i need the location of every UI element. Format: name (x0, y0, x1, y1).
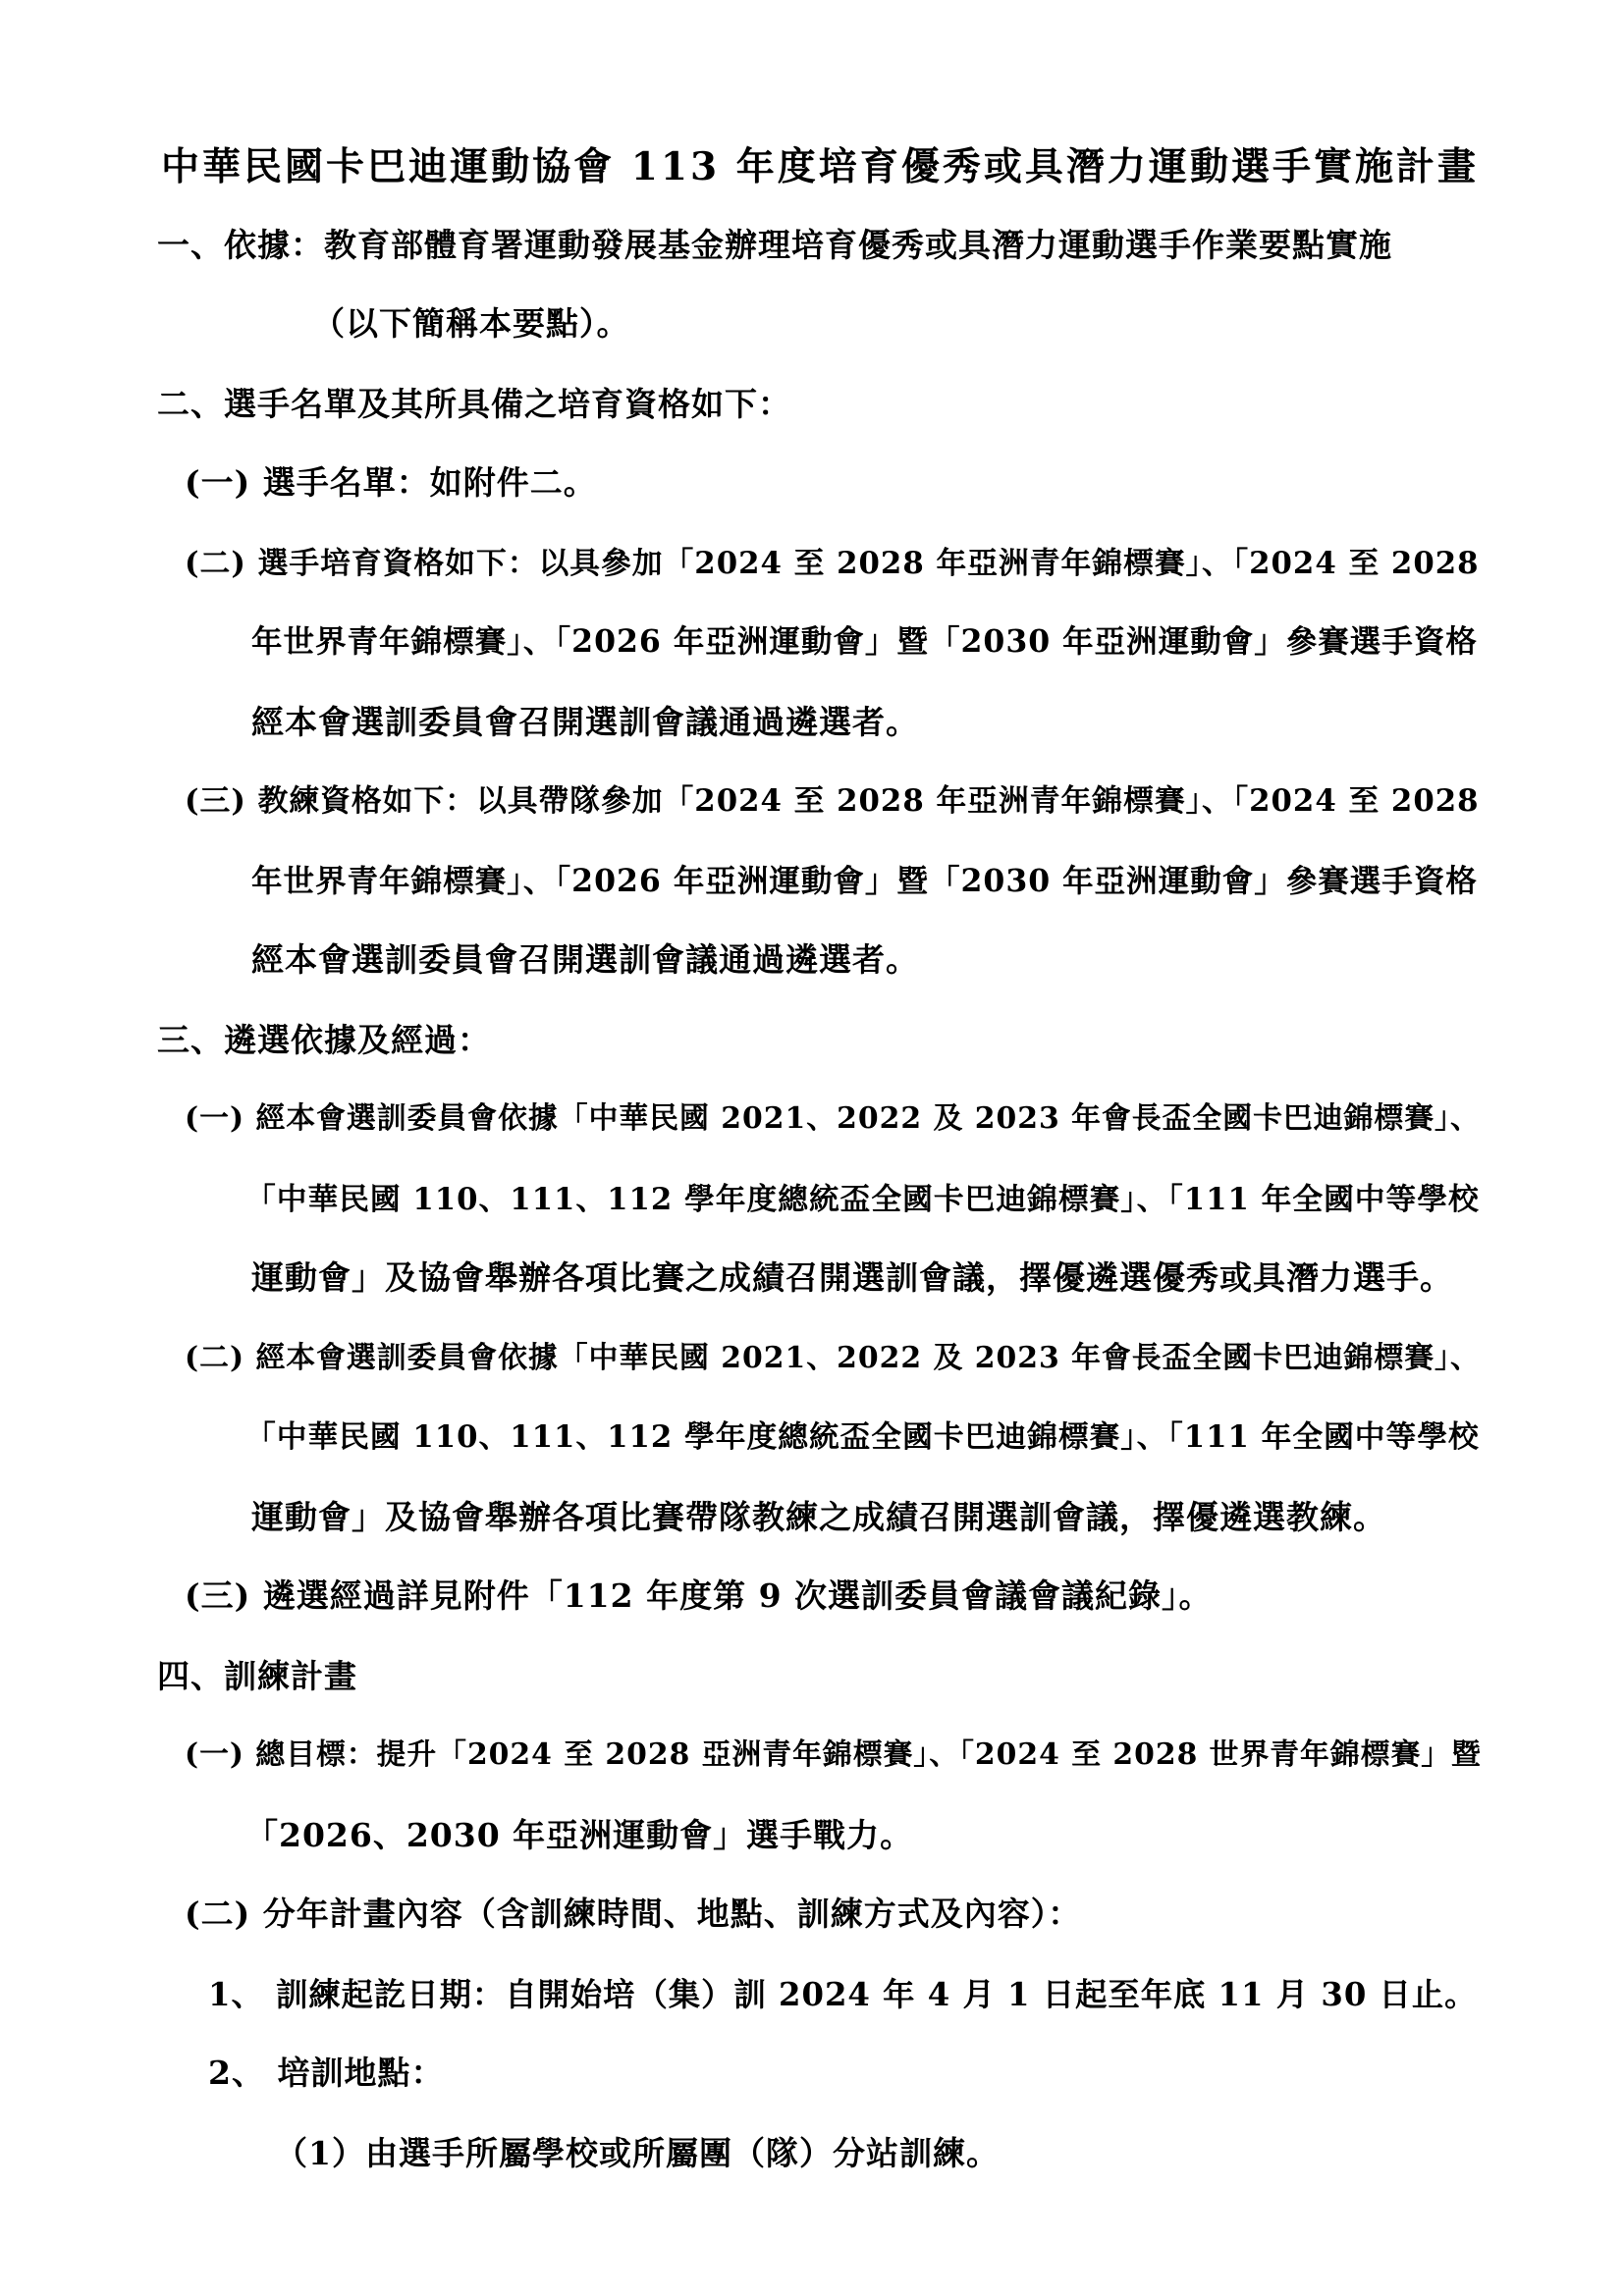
section-3-item-2-cont-1: 「中華民國 110、111、112 學年度總統盃全國卡巴迪錦標賽」、「111 年全國中等學校 (245, 1419, 1480, 1455)
section-2-item-1: (一) 選手名單：如附件二。 (185, 463, 597, 502)
section-3-item-1-cont-2: 運動會」及協會舉辦各項比賽之成績召開選訓會議，擇優遴選優秀或具潛力選手。 (251, 1258, 1453, 1297)
section-1-basis: 一、依據：教育部體育署運動發展基金辦理培育優秀或具潛力運動選手作業要點實施 (157, 226, 1392, 264)
section-2-heading: 二、選手名單及其所具備之培育資格如下： (157, 385, 791, 423)
section-3-heading: 三、遴選依據及經過： (157, 1021, 491, 1059)
section-4-subitem-2: 2、 培訓地點： (208, 2054, 445, 2092)
section-4-item-2: (二) 分年計畫內容（含訓練時間、地點、訓練方式及內容）： (185, 1895, 1082, 1933)
section-3-item-2: (二) 經本會選訓委員會依據「中華民國 2021、2022 及 2023 年會長盃全國卡巴迪錦標賽」、 (185, 1341, 1481, 1375)
section-2-item-2-cont-2: 經本會選訓委員會召開選訓會議通過遴選者。 (251, 703, 919, 741)
document-title: 中華民國卡巴迪運動協會 113 年度培育優秀或具潛力運動選手實施計畫 (161, 144, 1480, 189)
section-2-item-3-cont-2: 經本會選訓委員會召開選訓會議通過遴選者。 (251, 940, 919, 979)
section-2-item-3-cont-1: 年世界青年錦標賽」、「2026 年亞洲運動會」暨「2030 年亞洲運動會」參賽選手資格 (251, 863, 1478, 899)
section-4-subitem-1: 1、 訓練起訖日期：自開始培（集）訓 2024 年 4 月 1 日起至年底 11 月 30 日止。 (208, 1976, 1478, 2013)
section-3-item-1: (一) 經本會選訓委員會依據「中華民國 2021、2022 及 2023 年會長盃全國卡巴迪錦標賽」、 (185, 1101, 1481, 1136)
section-3-item-2-cont-2: 運動會」及協會舉辦各項比賽帶隊教練之成績召開選訓會議，擇優遴選教練。 (251, 1498, 1386, 1536)
section-4-subitem-2-point-1: （1）由選手所屬學校或所屬團（隊）分站訓練。 (275, 2134, 1000, 2172)
section-4-item-1: (一) 總目標：提升「2024 至 2028 亞洲青年錦標賽」、「2024 至 2028 世界青年錦標賽」暨 (185, 1737, 1482, 1772)
section-2-item-2-cont-1: 年世界青年錦標賽」、「2026 年亞洲運動會」暨「2030 年亞洲運動會」參賽選手資格 (251, 623, 1478, 660)
section-1-basis-cont: （以下簡稱本要點）。 (312, 304, 630, 343)
section-3-item-1-cont-1: 「中華民國 110、111、112 學年度總統盃全國卡巴迪錦標賽」、「111 年全國中等學校 (245, 1182, 1480, 1217)
section-4-item-1-cont: 「2026、2030 年亞洲運動會」選手戰力。 (245, 1816, 914, 1854)
section-3-item-3: (三) 遴選經過詳見附件「112 年度第 9 次選訓委員會議會議紀錄」。 (185, 1576, 1213, 1615)
section-2-item-3: (三) 教練資格如下：以具帶隊參加「2024 至 2028 年亞洲青年錦標賽」、「2024 至 2028 (185, 783, 1480, 819)
section-4-heading: 四、訓練計畫 (157, 1657, 357, 1695)
section-2-item-2: (二) 選手培育資格如下：以具參加「2024 至 2028 年亞洲青年錦標賽」、「2024 至 2028 (185, 546, 1480, 581)
